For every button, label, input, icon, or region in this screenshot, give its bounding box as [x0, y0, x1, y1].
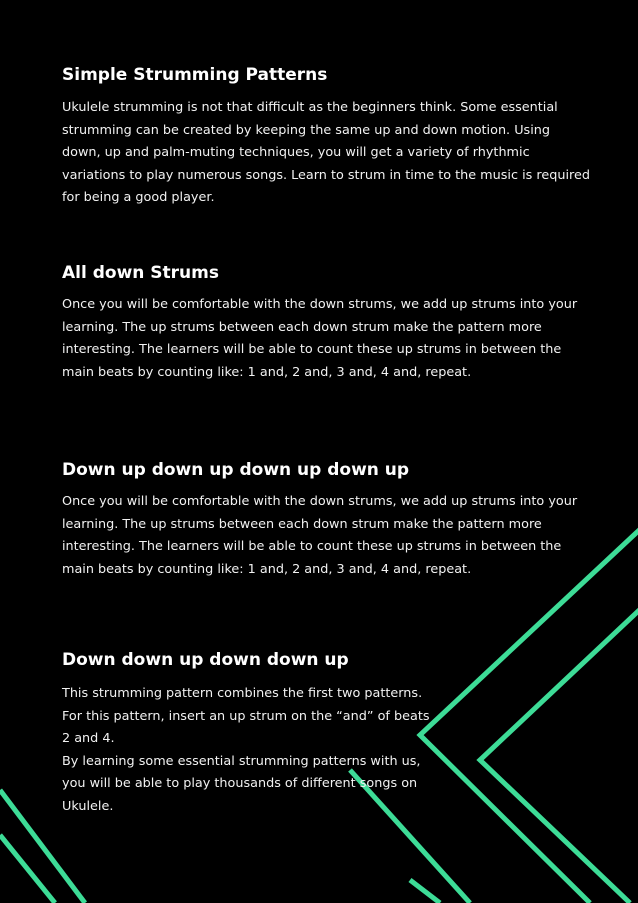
section-down-up-pattern: [62, 459, 592, 581]
paragraph-line: By learning some essential strumming patterns with us, you will be able to play thousands of different songs on Ukulele.: [62, 753, 421, 814]
section-paragraph: Ukulele strumming is not that difficult as the beginners think. Some essential strumming can be created by keeping the same up and down motion. Using down, up and palm-muting techniques, you will get a variety of rhythmic variations to play numerous songs. Learn to strum in time to the music is required for being a good player.: [62, 100, 590, 205]
stripe-chevron-2: [480, 600, 638, 903]
section-all-down-strums: [62, 262, 592, 384]
section-down-down-up-pattern: [62, 649, 432, 818]
section-heading: All down Strums: [62, 263, 219, 283]
stripe-diagonal-left-2: [0, 835, 55, 903]
section-heading: Simple Strumming Patterns: [62, 65, 328, 85]
section-paragraph: Once you will be comfortable with the down strums, we add up strums into your learning. The up strums between each down strum make the pattern more interesting. The learners will be able to count these up strums in between the main beats by counting like: 1 and, 2 and, 3 and, 4 and, repeat.: [62, 494, 578, 577]
section-paragraph: [62, 683, 432, 818]
paragraph-line: This strumming pattern combines the first two patterns. For this pattern, insert an up strum on the “and” of beats 2 and 4.: [62, 686, 430, 746]
stripe-diagonal-2: [410, 880, 440, 903]
section-heading: Down up down up down up down up: [62, 460, 410, 480]
section-heading: Down down up down down up: [62, 650, 349, 670]
section-paragraph: Once you will be comfortable with the down strums, we add up strums into your learning. The up strums between each down strum make the pattern more interesting. The learners will be able to count these up strums in between the main beats by counting like: 1 and, 2 and, 3 and, 4 and, repeat.: [62, 297, 578, 380]
section-simple-strumming: [62, 64, 592, 210]
